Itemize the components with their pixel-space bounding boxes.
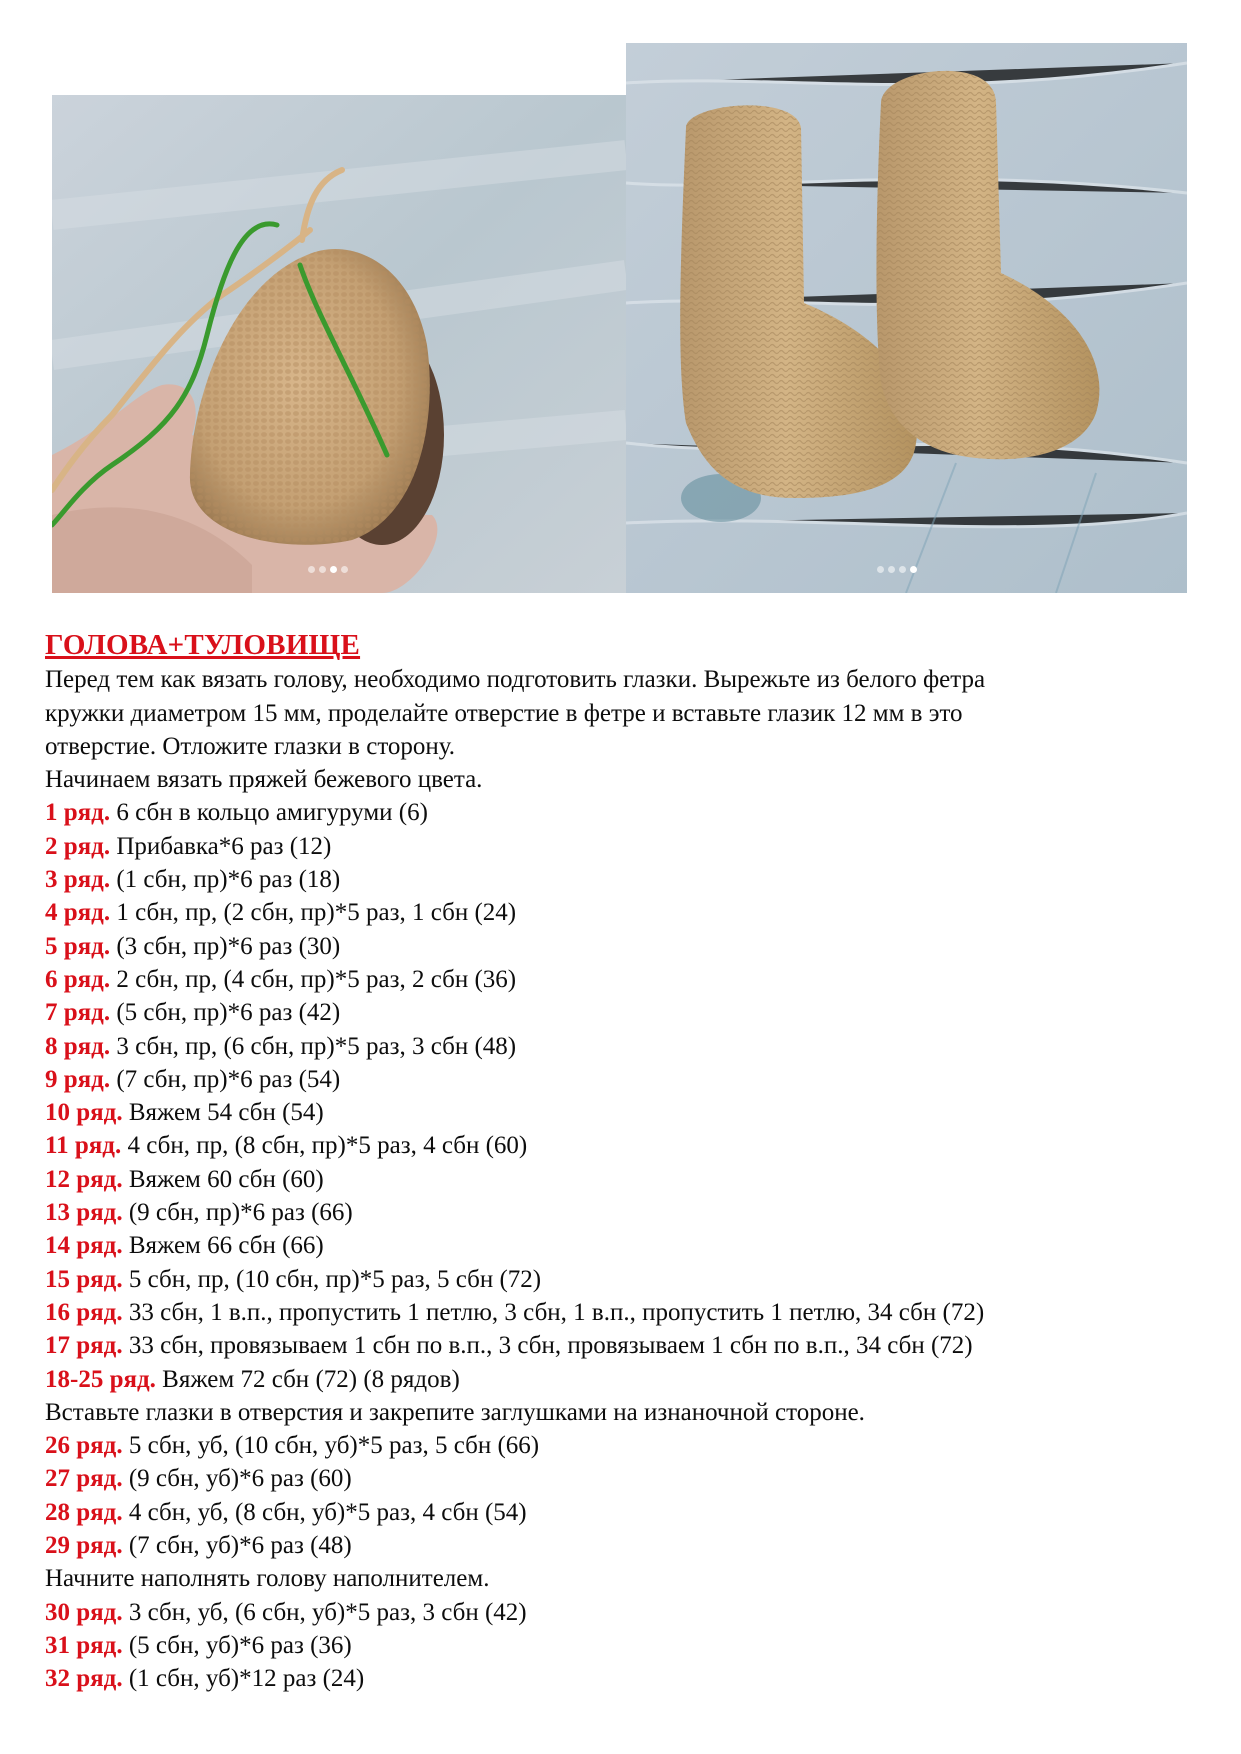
row-instructions: (9 сбн, пр)*6 раз (66)	[122, 1199, 353, 1227]
carousel-dot[interactable]	[899, 566, 906, 573]
row-instructions: (1 сбн, уб)*12 раз (24)	[122, 1665, 365, 1693]
pattern-row	[45, 1096, 1205, 1129]
row-instructions: (1 сбн, пр)*6 раз (18)	[110, 866, 341, 894]
pattern-row	[45, 896, 1205, 929]
pattern-row	[45, 1196, 1205, 1229]
intro-line: Начинаем вязать пряжей бежевого цвета.	[45, 766, 483, 794]
pattern-row	[45, 1363, 1205, 1396]
intro-line: отверстие. Отложите глазки в сторону.	[45, 732, 456, 760]
intro-line: Перед тем как вязать голову, необходимо подготовить глазки. Вырежьте из белого фетра	[45, 666, 986, 694]
row-label: 15 ряд.	[45, 1265, 123, 1293]
row-label: 28 ряд.	[45, 1498, 123, 1526]
row-instructions: Вяжем 54 сбн (54)	[122, 1099, 324, 1127]
pattern-row	[45, 796, 1205, 829]
row-instructions: (3 сбн, пр)*6 раз (30)	[110, 932, 341, 960]
pattern-row	[45, 1263, 1205, 1296]
row-label: 17 ряд.	[45, 1332, 123, 1360]
pattern-row	[45, 1163, 1205, 1196]
row-instructions: (7 сбн, пр)*6 раз (54)	[110, 1065, 341, 1093]
row-instructions: 33 сбн, 1 в.п., пропустить 1 петлю, 3 сбн, 1 в.п., пропустить 1 петлю, 34 сбн (72)	[122, 1298, 985, 1326]
pattern-row	[45, 1429, 1205, 1462]
row-instructions: Вяжем 60 сбн (60)	[122, 1165, 324, 1193]
row-instructions: 4 сбн, пр, (8 сбн, пр)*5 раз, 4 сбн (60)	[121, 1132, 528, 1160]
row-instructions: 4 сбн, уб, (8 сбн, уб)*5 раз, 4 сбн (54)	[122, 1498, 527, 1526]
carousel-dot[interactable]	[341, 566, 348, 573]
row-label: 12 ряд.	[45, 1165, 123, 1193]
rows-group-c	[45, 1596, 1205, 1696]
pattern-row	[45, 930, 1205, 963]
row-instructions: 1 сбн, пр, (2 сбн, пр)*5 раз, 1 сбн (24)	[110, 899, 517, 927]
row-label: 10 ряд.	[45, 1099, 123, 1127]
pattern-row	[45, 1596, 1205, 1629]
intro-line: кружки диаметром 15 мм, проделайте отверстие в фетре и вставьте глазик 12 мм в это	[45, 699, 963, 727]
note-stuffing: Начните наполнять голову наполнителем.	[45, 1565, 490, 1593]
carousel-dots	[308, 566, 348, 573]
pattern-row	[45, 1030, 1205, 1063]
photo-head-piece	[52, 95, 626, 593]
row-instructions: 33 сбн, провязываем 1 сбн по в.п., 3 сбн, провязываем 1 сбн по в.п., 34 сбн (72)	[122, 1332, 973, 1360]
carousel-dot-active[interactable]	[330, 566, 337, 573]
pattern-row	[45, 1629, 1205, 1662]
row-instructions: (5 сбн, пр)*6 раз (42)	[110, 999, 341, 1027]
note-insert-eyes: Вставьте глазки в отверстия и закрепите заглушками на изнаночной стороне.	[45, 1398, 865, 1426]
row-label: 16 ряд.	[45, 1298, 123, 1326]
row-instructions: Вяжем 72 сбн (72) (8 рядов)	[155, 1365, 460, 1393]
carousel-dot[interactable]	[308, 566, 315, 573]
row-label: 5 ряд.	[45, 932, 111, 960]
pattern-row	[45, 1296, 1205, 1329]
row-instructions: 5 сбн, уб, (10 сбн, уб)*5 раз, 5 сбн (66)	[122, 1432, 540, 1460]
row-label: 13 ряд.	[45, 1199, 123, 1227]
crochet-legs-photo-icon	[626, 43, 1187, 593]
pattern-row	[45, 963, 1205, 996]
row-instructions: (9 сбн, уб)*6 раз (60)	[122, 1465, 352, 1493]
carousel-dots	[877, 566, 917, 573]
row-label: 8 ряд.	[45, 1032, 111, 1060]
pattern-row	[45, 1063, 1205, 1096]
carousel-dot[interactable]	[877, 566, 884, 573]
row-instructions: 2 сбн, пр, (4 сбн, пр)*5 раз, 2 сбн (36)	[110, 965, 517, 993]
pattern-row	[45, 996, 1205, 1029]
row-label: 29 ряд.	[45, 1532, 123, 1560]
row-label: 9 ряд.	[45, 1065, 111, 1093]
row-label: 11 ряд.	[45, 1132, 122, 1160]
row-instructions: 3 сбн, уб, (6 сбн, уб)*5 раз, 3 сбн (42)	[122, 1598, 527, 1626]
row-instructions: 3 сбн, пр, (6 сбн, пр)*5 раз, 3 сбн (48)	[110, 1032, 517, 1060]
carousel-dot[interactable]	[319, 566, 326, 573]
row-label: 27 ряд.	[45, 1465, 123, 1493]
row-label: 32 ряд.	[45, 1665, 123, 1693]
row-instructions: 6 сбн в кольцо амигуруми (6)	[110, 799, 428, 827]
row-label: 3 ряд.	[45, 866, 111, 894]
row-instructions: (5 сбн, уб)*6 раз (36)	[122, 1631, 352, 1659]
pattern-row	[45, 1329, 1205, 1362]
row-label: 18-25 ряд.	[45, 1365, 156, 1393]
row-label: 26 ряд.	[45, 1432, 123, 1460]
pattern-row	[45, 863, 1205, 896]
photo-leg-pieces	[626, 43, 1187, 593]
section-title: ГОЛОВА+ТУЛОВИЩЕ	[45, 629, 361, 661]
pattern-row	[45, 1496, 1205, 1529]
pattern-row	[45, 1229, 1205, 1262]
row-label: 31 ряд.	[45, 1631, 123, 1659]
row-label: 30 ряд.	[45, 1598, 123, 1626]
pattern-row	[45, 1462, 1205, 1495]
row-label: 6 ряд.	[45, 965, 111, 993]
crochet-head-photo-icon	[52, 95, 626, 593]
rows-group-a	[45, 796, 1205, 1395]
row-label: 14 ряд.	[45, 1232, 123, 1260]
carousel-dot-active[interactable]	[910, 566, 917, 573]
carousel-dot[interactable]	[888, 566, 895, 573]
row-label: 2 ряд.	[45, 832, 111, 860]
row-instructions: 5 сбн, пр, (10 сбн, пр)*5 раз, 5 сбн (72)	[122, 1265, 542, 1293]
pattern-text	[45, 628, 1205, 1696]
pattern-row	[45, 1662, 1205, 1695]
pattern-row	[45, 1129, 1205, 1162]
pattern-row	[45, 830, 1205, 863]
row-instructions: (7 сбн, уб)*6 раз (48)	[122, 1532, 352, 1560]
rows-group-b	[45, 1429, 1205, 1562]
row-label: 4 ряд.	[45, 899, 111, 927]
row-instructions: Прибавка*6 раз (12)	[110, 832, 332, 860]
row-instructions: Вяжем 66 сбн (66)	[122, 1232, 324, 1260]
pattern-row	[45, 1529, 1205, 1562]
row-label: 1 ряд.	[45, 799, 111, 827]
row-label: 7 ряд.	[45, 999, 111, 1027]
